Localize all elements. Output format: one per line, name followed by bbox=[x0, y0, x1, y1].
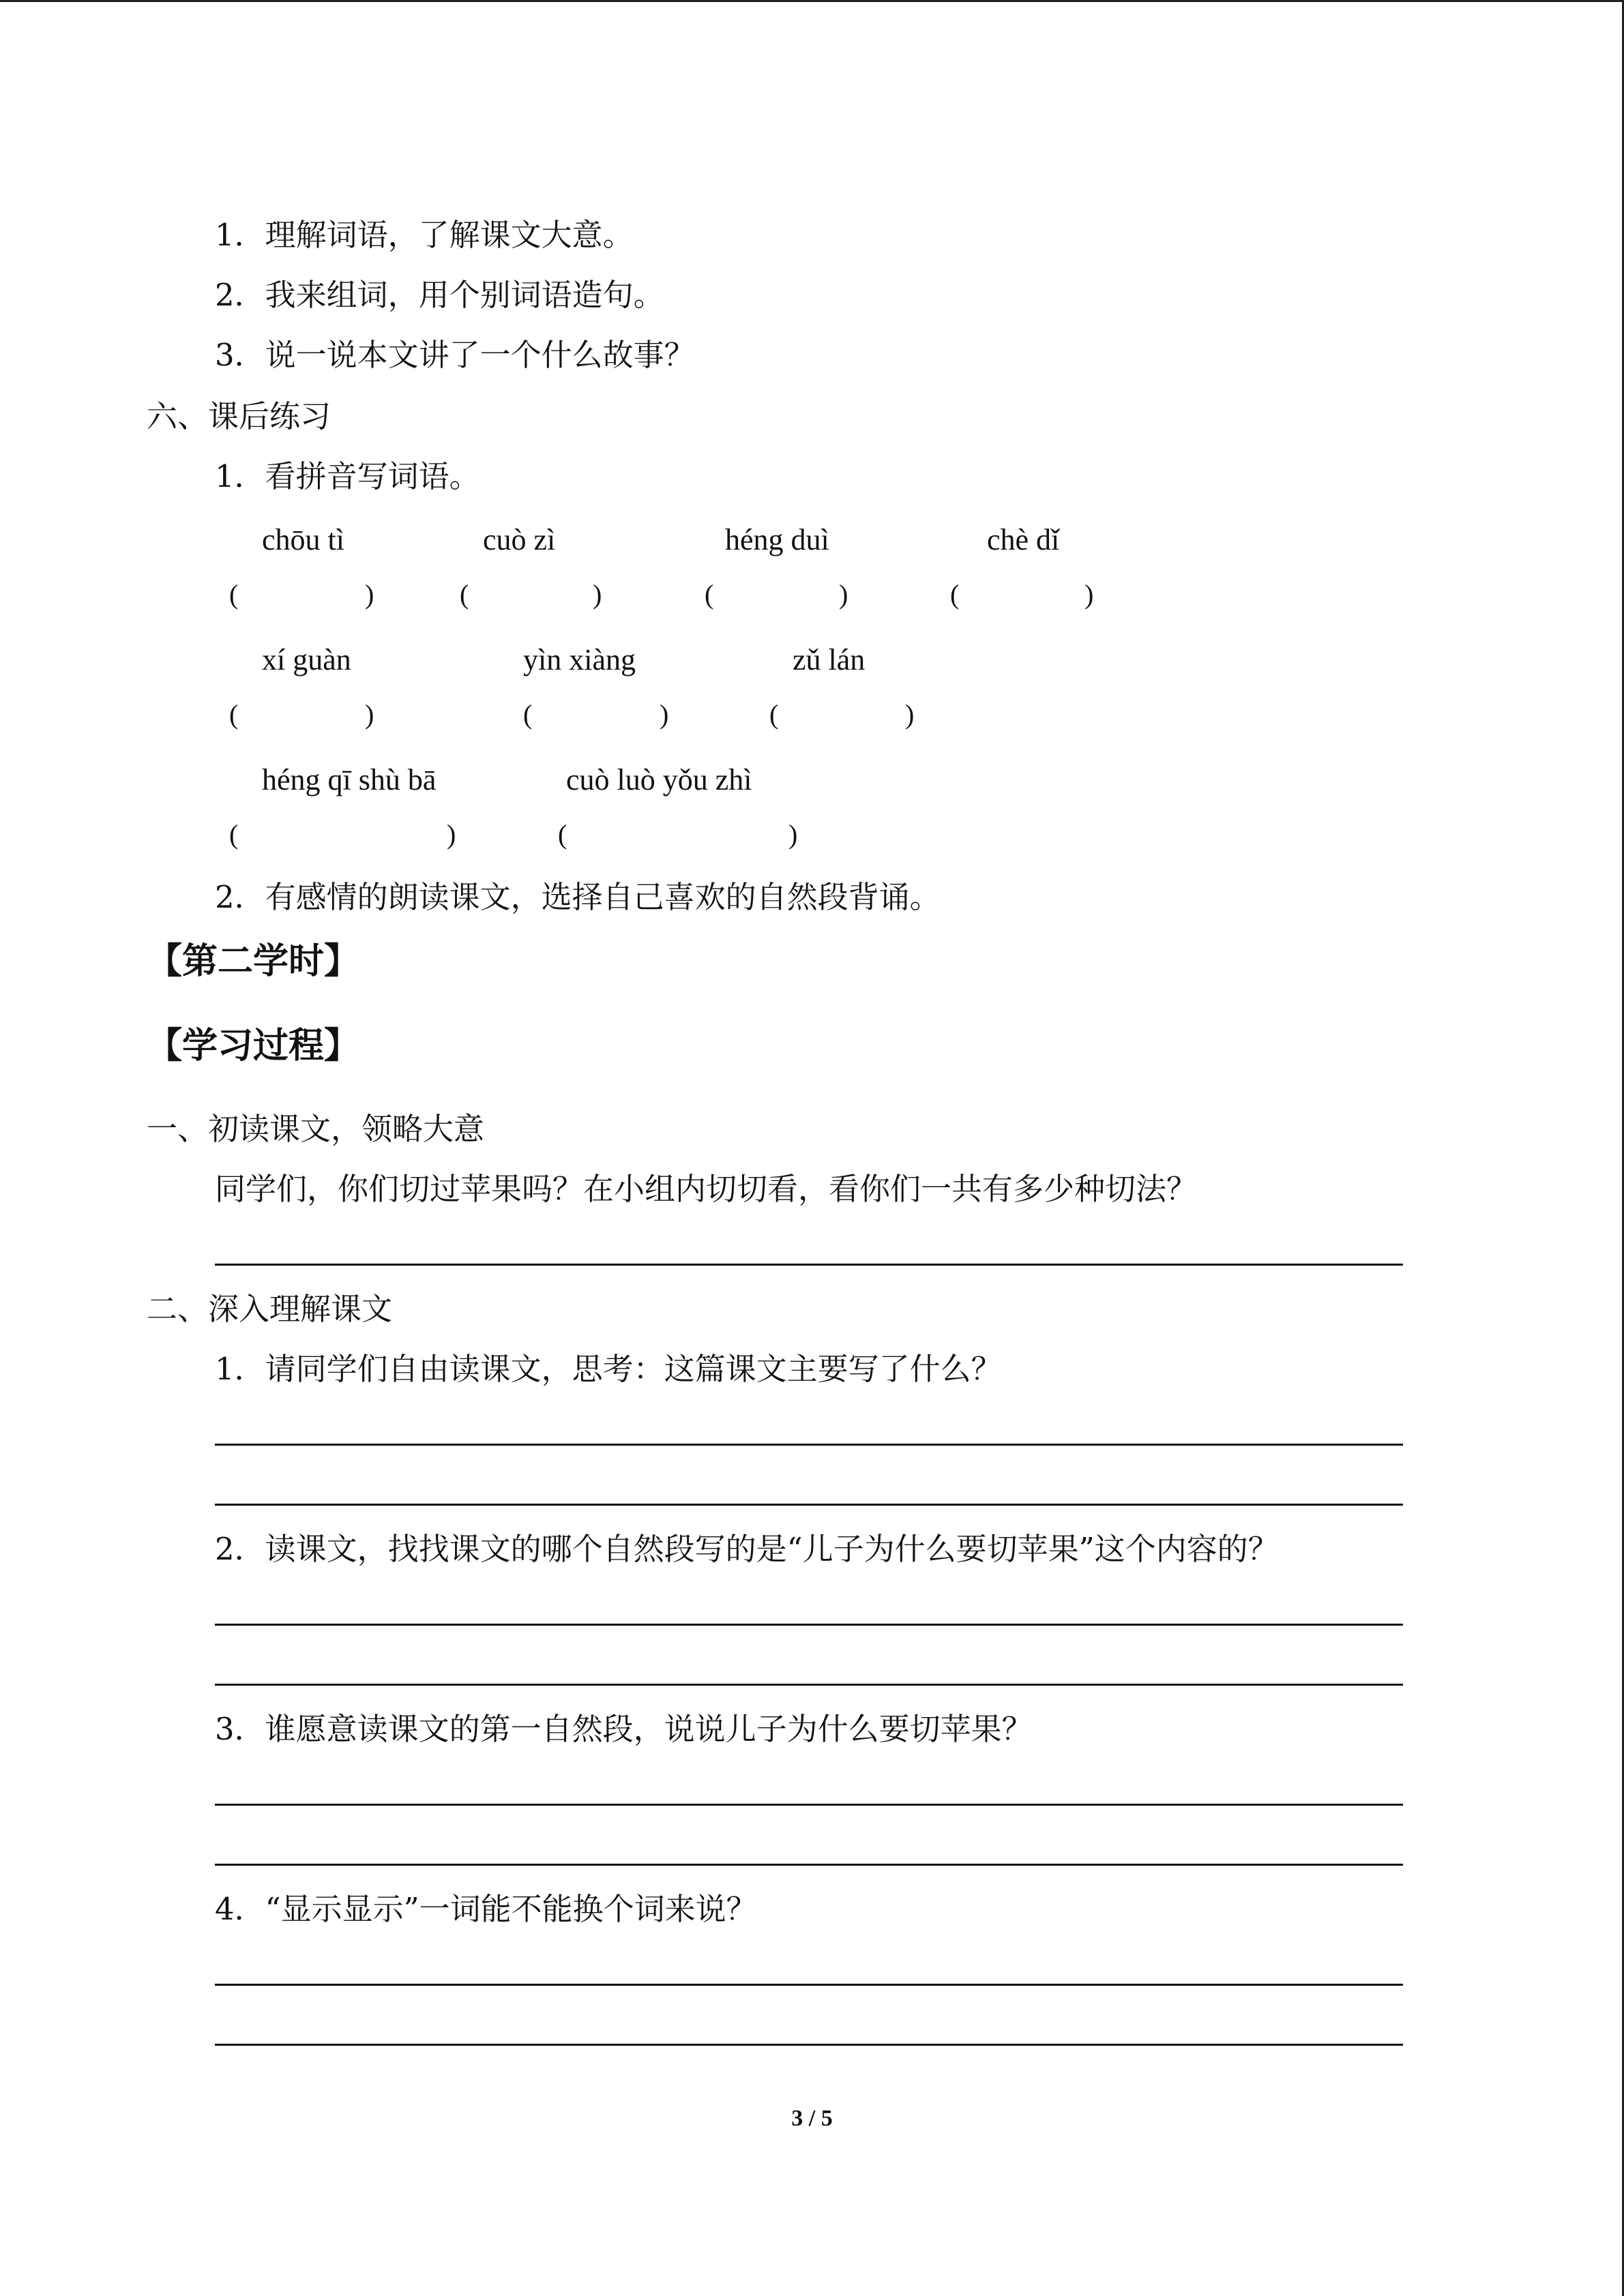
answer-line[interactable] bbox=[215, 1864, 1403, 1866]
question-text: 1．请同学们自由读课文，思考：这篇课文主要写了什么？ bbox=[215, 1351, 1002, 1387]
question-text: 2．读课文，找找课文的哪个自然段写的是“儿子为什么要切苹果”这个内容的？ bbox=[215, 1531, 1279, 1567]
answer-paren-open: ( bbox=[558, 819, 567, 850]
answer-paren-close: ) bbox=[1084, 579, 1094, 610]
page-number: 3 / 5 bbox=[791, 2106, 833, 2131]
answer-paren-open: ( bbox=[769, 699, 779, 730]
answer-paren-close: ) bbox=[839, 579, 848, 610]
answer-line[interactable] bbox=[215, 1504, 1403, 1506]
page-border-top bbox=[0, 0, 1624, 2]
answer-line[interactable] bbox=[215, 1684, 1403, 1686]
answer-paren-close: ) bbox=[447, 819, 456, 850]
answer-paren-open: ( bbox=[229, 699, 239, 730]
answer-paren-open: ( bbox=[229, 579, 239, 610]
answer-line[interactable] bbox=[215, 1444, 1403, 1446]
answer-paren-open: ( bbox=[950, 579, 960, 610]
answer-line[interactable] bbox=[215, 1624, 1403, 1626]
pinyin-label: cuò luò yǒu zhì bbox=[566, 763, 752, 796]
answer-paren-close: ) bbox=[660, 699, 669, 730]
answer-line[interactable] bbox=[215, 2044, 1403, 2046]
pinyin-label: chōu tì bbox=[262, 523, 344, 556]
list-item: 2．我来组词，用个别词语造句。 bbox=[215, 277, 664, 313]
answer-paren-open: ( bbox=[705, 579, 714, 610]
answer-paren-close: ) bbox=[593, 579, 602, 610]
answer-paren-close: ) bbox=[365, 579, 374, 610]
pinyin-label: chè dǐ bbox=[987, 523, 1060, 556]
answer-paren-close: ) bbox=[905, 699, 915, 730]
answer-line[interactable] bbox=[215, 1264, 1403, 1266]
section-title: 一、初读课文，领略大意 bbox=[147, 1111, 485, 1147]
pinyin-label: zǔ lán bbox=[793, 643, 866, 676]
answer-paren-close: ) bbox=[788, 819, 798, 850]
answer-paren-open: ( bbox=[229, 819, 239, 850]
list-item: 3．说一说本文讲了一个什么故事？ bbox=[215, 337, 695, 373]
section-title: 二、深入理解课文 bbox=[147, 1291, 393, 1327]
answer-line[interactable] bbox=[215, 1984, 1403, 1986]
section-title: 六、课后练习 bbox=[147, 398, 331, 434]
question-text: 4．“显示显示”一词能不能换个词来说？ bbox=[215, 1891, 757, 1927]
pinyin-label: héng qī shù bā bbox=[262, 763, 437, 796]
answer-line[interactable] bbox=[215, 1804, 1403, 1806]
answer-paren-open: ( bbox=[523, 699, 533, 730]
section-heading: 【学习过程】 bbox=[147, 1026, 360, 1067]
list-item: 1．理解词语，了解课文大意。 bbox=[215, 217, 634, 253]
list-item: 1．看拼音写词语。 bbox=[215, 458, 480, 494]
answer-paren-open: ( bbox=[460, 579, 469, 610]
pinyin-label: yìn xiàng bbox=[523, 643, 636, 676]
question-text: 3．谁愿意读课文的第一自然段，说说儿子为什么要切苹果？ bbox=[215, 1711, 1033, 1747]
answer-paren-close: ) bbox=[365, 699, 374, 730]
pinyin-label: cuò zì bbox=[483, 523, 556, 556]
pinyin-label: héng duì bbox=[725, 523, 829, 556]
list-item: 2．有感情的朗读课文，选择自己喜欢的自然段背诵。 bbox=[215, 879, 941, 915]
section-heading: 【第二学时】 bbox=[147, 941, 360, 982]
question-text: 同学们，你们切过苹果吗？在小组内切切看，看你们一共有多少种切法？ bbox=[215, 1171, 1198, 1207]
pinyin-label: xí guàn bbox=[262, 643, 351, 676]
